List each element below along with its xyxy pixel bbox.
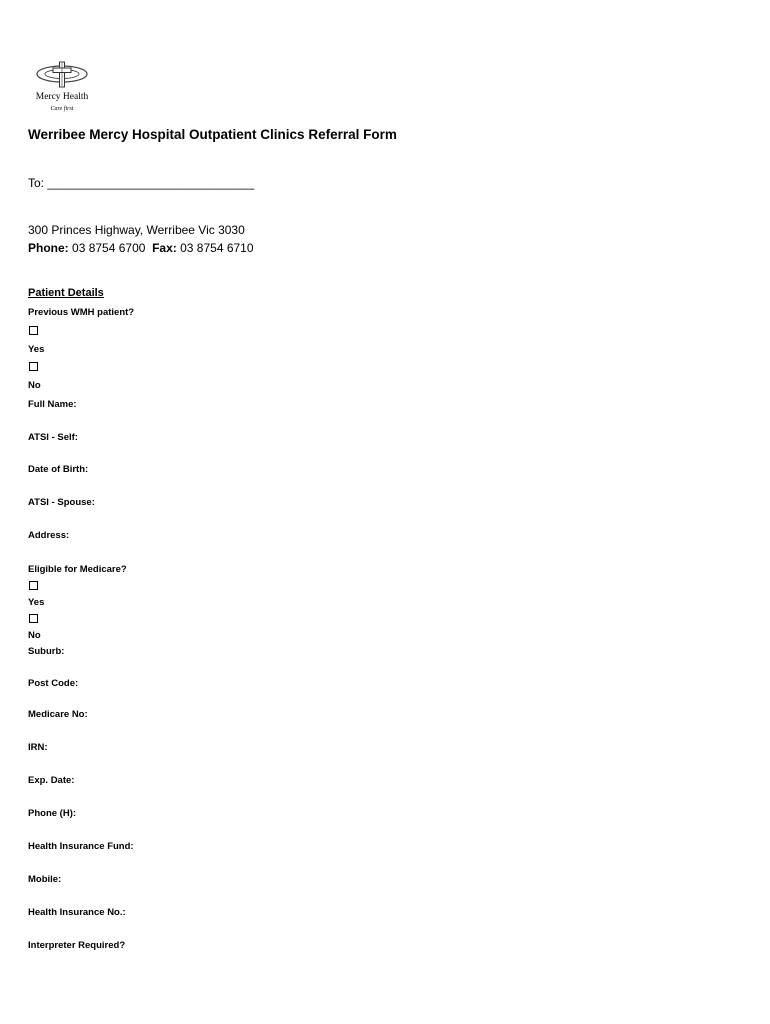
to-label: To: (28, 176, 45, 190)
exp-date-label: Exp. Date: (28, 775, 75, 786)
medicare-no-field-label: Medicare No: (28, 709, 88, 720)
svg-text:Care first: Care first (50, 106, 74, 112)
health-insurance-fund-label: Health Insurance Fund: (28, 841, 134, 852)
svg-text:Mercy Health: Mercy Health (35, 92, 89, 102)
to-field[interactable] (28, 176, 254, 190)
cross-emblem-icon (28, 60, 96, 114)
medicare-no-checkbox[interactable] (29, 614, 38, 623)
mercy-health-logo (28, 60, 96, 114)
medicare-no-label: No (28, 630, 41, 641)
post-code-label: Post Code: (28, 678, 79, 689)
full-name-label: Full Name: (28, 399, 77, 410)
eligible-medicare-label: Eligible for Medicare? (28, 564, 127, 575)
phone-label: Phone: (28, 241, 69, 255)
previous-wmh-yes-checkbox[interactable] (29, 326, 38, 335)
hospital-address: 300 Princes Highway, Werribee Vic 3030 (28, 223, 245, 237)
previous-wmh-label: Previous WMH patient? (28, 307, 135, 318)
previous-wmh-yes-label: Yes (28, 344, 45, 355)
health-insurance-no-label: Health Insurance No.: (28, 907, 126, 918)
section-title-patient-details: Patient Details (28, 287, 104, 299)
fax-label: Fax: (152, 241, 177, 255)
to-blank: _______________________________ (47, 176, 255, 190)
irn-label: IRN: (28, 742, 48, 753)
date-of-birth-label: Date of Birth: (28, 464, 89, 475)
phone-value: 03 8754 6700 (72, 241, 146, 255)
contact-line (28, 241, 254, 255)
previous-wmh-no-label: No (28, 380, 41, 391)
page-title: Werribee Mercy Hospital Outpatient Clinics Referral Form (28, 127, 397, 142)
address-label: Address: (28, 530, 70, 541)
atsi-self-label: ATSI - Self: (28, 432, 78, 443)
mobile-label: Mobile: (28, 874, 62, 885)
suburb-label: Suburb: (28, 646, 65, 657)
previous-wmh-no-checkbox[interactable] (29, 362, 38, 371)
fax-value: 03 8754 6710 (180, 241, 254, 255)
atsi-spouse-label: ATSI - Spouse: (28, 497, 95, 508)
phone-home-label: Phone (H): (28, 808, 77, 819)
medicare-yes-label: Yes (28, 597, 45, 608)
medicare-yes-checkbox[interactable] (29, 581, 38, 590)
interpreter-required-label: Interpreter Required? (28, 940, 126, 951)
